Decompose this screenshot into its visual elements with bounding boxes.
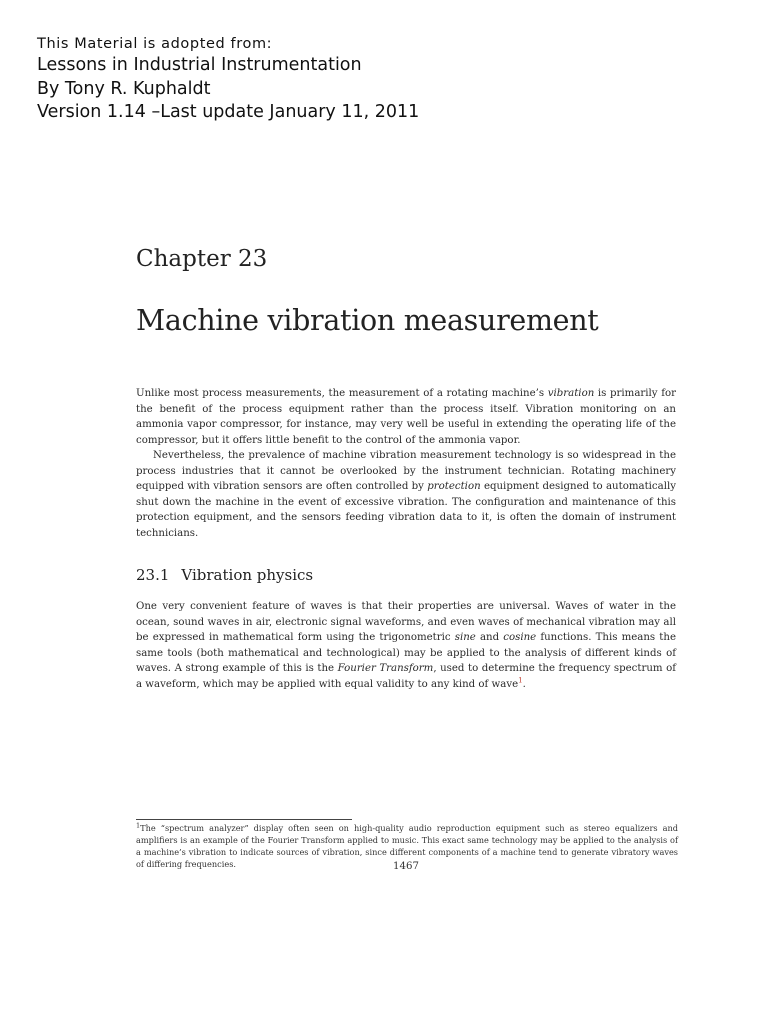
emphasis-fourier-transform: Fourier Transform	[337, 663, 434, 674]
text-run: is primarily for the benefit of the process equipment rather than the process itself. Vibration monitoring on an ammonia vapor compressor, for instance, may very well be useful in extending the operating life of the compressor, but it offers little benefit to the control of the ammonia vapor.	[136, 388, 676, 446]
footnote-reference-link[interactable]: 1	[518, 676, 523, 685]
emphasis-protection: protection	[427, 481, 481, 492]
emphasis-sine: sine	[454, 632, 476, 643]
footnote-divider	[136, 819, 352, 820]
text-run: equipment designed to automatically shut down the machine in the event of excessive vibration. The configuration and maintenance of this protection equipment, and the sensors feeding vibration data to it, is often the domain of instrument technicians.	[136, 481, 676, 539]
page-number: 1467	[393, 861, 419, 872]
chapter-title: Machine vibration measurement	[136, 304, 599, 337]
text-run: Nevertheless, the prevalence of machine vibration measurement technology is so widespread in the process industries that it cannot be overlooked by the instrument technician. Rotating machinery equipped with vibration sensors are often controlled by	[136, 450, 676, 492]
section-paragraph	[136, 599, 676, 692]
section-text	[136, 599, 676, 692]
section-number: 23.1	[136, 566, 170, 584]
book-title: Lessons in Industrial Instrumentation	[37, 55, 362, 75]
emphasis-vibration: vibration	[547, 388, 595, 399]
intro-paragraph-2	[136, 448, 676, 541]
emphasis-cosine: cosine	[503, 632, 537, 643]
section-heading	[136, 566, 313, 584]
text-run: , used to determine the frequency spectrum of a waveform, which may be applied with equal validity to any kind of wave	[136, 663, 676, 690]
author-line: By Tony R. Kuphaldt	[37, 78, 211, 99]
text-run: and	[475, 632, 504, 643]
text-run: One very convenient feature of waves is that their properties are universal. Waves of water in the ocean, sound waves in air, electronic signal waveforms, and even waves of mechanical vibration may all be expressed in mathematical form using the trigonometric	[136, 601, 676, 643]
source-line: This Material is adopted from:	[37, 36, 273, 52]
source-header	[37, 34, 419, 125]
text-run: .	[522, 678, 526, 690]
section-title: Vibration physics	[181, 566, 314, 584]
footnote-text: The “spectrum analyzer” display often seen on high-quality audio reproduction equipment such as stereo equalizers and amplifiers is an example of the Fourier Transform applied to music. This exact same technology may be applied to the analysis of a machine’s vibration to indicate sources of vibration, since different components of a machine tend to generate vibratory waves of differing frequencies.	[136, 823, 678, 869]
intro-text	[136, 386, 676, 541]
text-run: Unlike most process measurements, the measurement of a rotating machine’s	[136, 388, 548, 399]
text-run: functions. This means the same tools (both mathematical and technological) may be applied to the analysis of different kinds of waves. A strong example of this is the	[136, 632, 676, 674]
intro-paragraph-1	[136, 386, 676, 448]
chapter-number: Chapter 23	[136, 246, 268, 272]
version-line: Version 1.14 –Last update January 11, 2011	[37, 102, 420, 122]
footnote-mark: 1	[136, 821, 141, 830]
